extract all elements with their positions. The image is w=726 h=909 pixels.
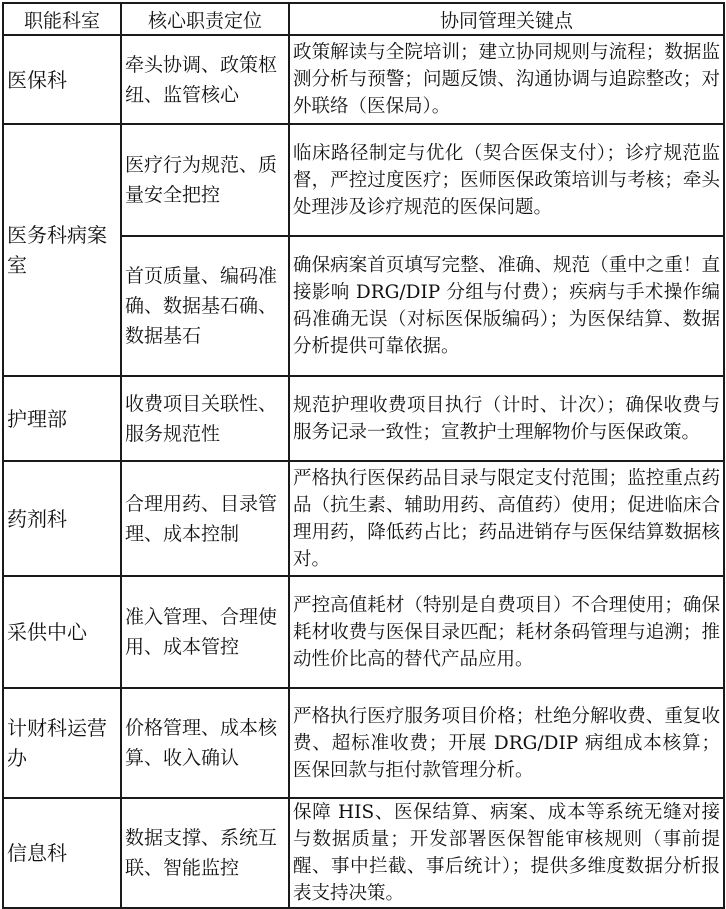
department-duty-table (2, 2, 725, 909)
department-cell: 药剂科 (3, 461, 121, 576)
header-core-role: 核心职责定位 (121, 3, 289, 35)
key-points-cell: 临床路径制定与优化（契合医保支付）；诊疗规范监督，严控过度医疗；医师医保政策培训与考核；牵头处理涉及诊疗规范的医保问题。 (289, 124, 724, 236)
key-points-cell: 确保病案首页填写完整、准确、规范（重中之重！直接影响 DRG/DIP 分组与付费）；疾病与手术操作编码准确无误（对标医保版编码）；为医保结算、数据分析提供可靠依据。 (289, 236, 724, 376)
key-points-cell: 严格执行医疗服务项目价格；杜绝分解收费、重复收费、超标准收费；开展 DRG/DIP 病组成本核算；医保回款与拒付款管理分析。 (289, 688, 724, 798)
core-role-cell: 价格管理、成本核算、收入确认 (121, 688, 289, 798)
department-cell: 计财科运营办 (3, 688, 121, 798)
header-row (3, 3, 724, 35)
department-cell: 采供中心 (3, 576, 121, 688)
department-cell: 护理部 (3, 376, 121, 461)
department-cell: 医保科 (3, 35, 121, 124)
key-points-cell: 严格执行医保药品目录与限定支付范围；监控重点药品（抗生素、辅助用药、高值药）使用；促进临床合理用药，降低药占比；药品进销存与医保结算数据核对。 (289, 461, 724, 576)
table-row (3, 461, 724, 576)
table-row (3, 576, 724, 688)
table-row (3, 798, 724, 908)
core-role-cell: 牵头协调、政策枢纽、监管核心 (121, 35, 289, 124)
core-role-cell: 数据支撑、系统互联、智能监控 (121, 798, 289, 908)
table-row (3, 376, 724, 461)
key-points-cell: 政策解读与全院培训；建立协同规则与流程；数据监测分析与预警；问题反馈、沟通协调与追踪整改；对外联络（医保局）。 (289, 35, 724, 124)
core-role-cell: 首页质量、编码准确、数据基石确、数据基石 (121, 236, 289, 376)
core-role-cell: 收费项目关联性、服务规范性 (121, 376, 289, 461)
table-row (3, 688, 724, 798)
core-role-cell: 医疗行为规范、质量安全把控 (121, 124, 289, 236)
core-role-cell: 准入管理、合理使用、成本管控 (121, 576, 289, 688)
department-cell: 医务科病案室 (3, 124, 121, 376)
table-row (3, 35, 724, 124)
table-row (3, 124, 724, 236)
key-points-cell: 保障 HIS、医保结算、病案、成本等系统无缝对接与数据质量；开发部署医保智能审核规则（事前提醒、事中拦截、事后统计）；提供多维度数据分析报表支持决策。 (289, 798, 724, 908)
core-role-cell: 合理用药、目录管理、成本控制 (121, 461, 289, 576)
department-cell: 信息科 (3, 798, 121, 908)
key-points-cell: 严控高值耗材（特别是自费项目）不合理使用；确保耗材收费与医保目录匹配；耗材条码管理与追溯；推动性价比高的替代产品应用。 (289, 576, 724, 688)
header-department: 职能科室 (3, 3, 121, 35)
key-points-cell: 规范护理收费项目执行（计时、计次）；确保收费与服务记录一致性；宣教护士理解物价与医保政策。 (289, 376, 724, 461)
header-key-points: 协同管理关键点 (289, 3, 724, 35)
